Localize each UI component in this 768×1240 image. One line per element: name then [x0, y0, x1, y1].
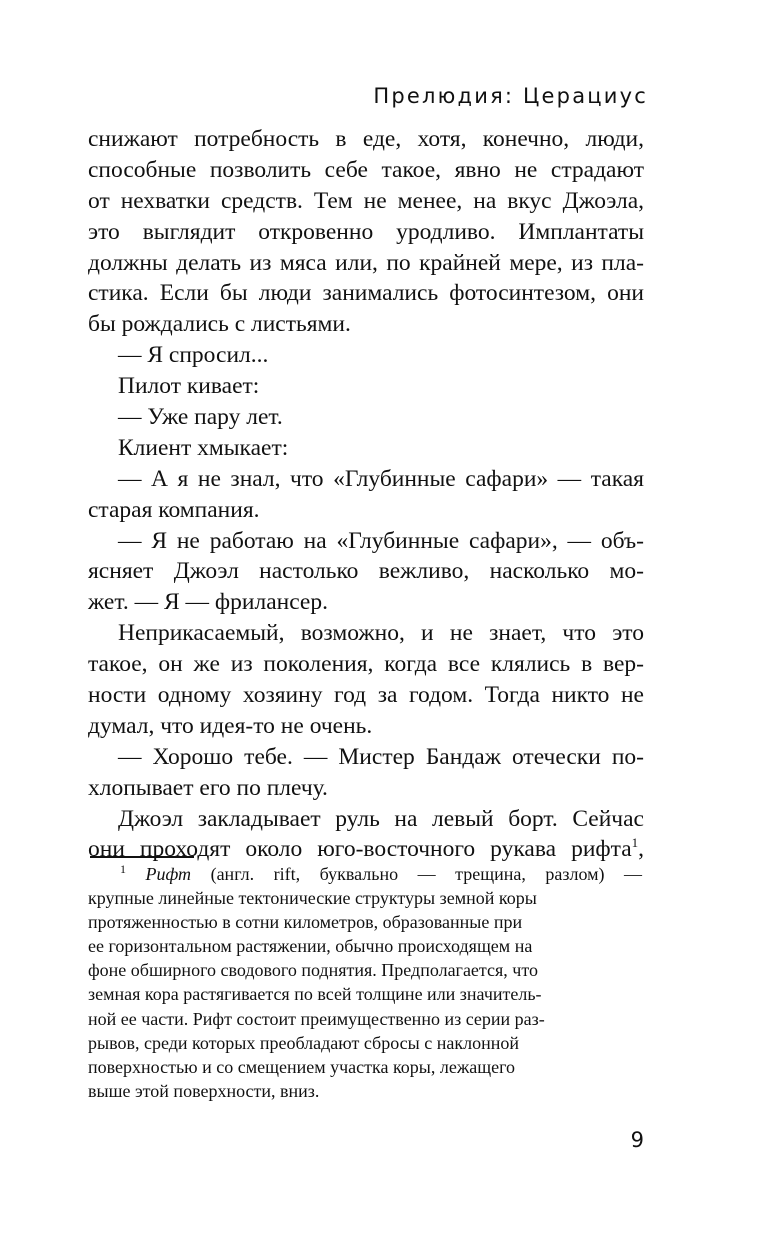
line-punctuation: ,	[638, 836, 644, 863]
text-line: старая компания.	[88, 496, 260, 523]
footnote-line: рывов, среди которых преобладают сбросы с наклонной	[88, 1032, 519, 1053]
dialogue-line: — Я не работаю на «Глубинные сафари», — объ-	[118, 527, 644, 554]
footnote-divider	[90, 856, 194, 858]
footnote	[88, 862, 642, 1103]
text-line: должны делать из мяса или, по крайней мере, из пла-	[88, 249, 644, 276]
text-line: хлопывает его по плечу.	[88, 774, 328, 801]
footnote-term: Рифт	[145, 864, 192, 884]
dialogue-line: — Я спросил...	[118, 342, 269, 369]
text-line: жет. — Я — фрилансер.	[88, 589, 328, 616]
footnote-line: ной ее части. Рифт состоит преимущественно из серии раз-	[88, 1008, 545, 1029]
dialogue-line: — А я не знал, что «Глубинные сафари» — такая	[118, 465, 644, 492]
footnote-first-line	[88, 862, 642, 886]
footnote-line: земная кора растягивается по всей толщине или значитель-	[88, 984, 542, 1005]
page-number: 9	[630, 1128, 644, 1152]
footnote-first-line-text: (англ. rift, буквально — трещина, разлом) —	[210, 864, 642, 884]
text-line: способные позволить себе такое, явно не страдают	[88, 156, 644, 183]
footnote-line: поверхностью и со смещением участка коры, лежащего	[88, 1056, 516, 1077]
text-line: снижают потребность в еде, хотя, конечно, люди,	[88, 126, 644, 152]
text-line: Пилот кивает:	[118, 373, 260, 400]
text-line: стика. Если бы люди занимались фотосинтезом, они	[88, 280, 644, 307]
dialogue-line: — Уже пару лет.	[118, 404, 283, 431]
footnote-reference[interactable]: 1	[631, 835, 639, 851]
footnote-marker: 1	[120, 862, 126, 876]
text-line: Неприкасаемый, возможно, и не знает, что это	[118, 620, 644, 647]
dialogue-line: — Хорошо тебе. — Мистер Бандаж отечески по-	[118, 743, 644, 770]
text-line-body: они проходят около юго-восточного рукава рифта	[88, 836, 632, 863]
footnote-line: ее горизонтальном растяжении, обычно происходящем на	[88, 936, 533, 957]
text-line: такое, он же из поколения, когда все клялись в вер-	[88, 651, 644, 678]
text-line: думал, что идея-то не очень.	[88, 712, 373, 739]
text-line: ясняет Джоэл настолько вежливо, насколько мо-	[88, 558, 644, 585]
running-header: Прелюдия: Церациус	[373, 84, 648, 108]
text-line	[88, 834, 644, 865]
text-line: Джоэл закладывает руль на левый борт. Сейчас	[118, 805, 644, 832]
text-line: это выглядит откровенно уродливо. Имплантаты	[88, 218, 644, 245]
text-line: ности одному хозяину год за годом. Тогда никто не	[88, 682, 644, 709]
main-text	[88, 124, 644, 865]
text-line: бы рождались с листьями.	[88, 311, 351, 338]
footnote-line: выше этой поверхности, вниз.	[88, 1080, 320, 1101]
footnote-line: протяженностью в сотни километров, образованные при	[88, 912, 523, 933]
footnote-line: крупные линейные тектонические структуры земной коры	[88, 888, 537, 909]
footnote-line: фоне обширного сводового поднятия. Предполагается, что	[88, 960, 538, 981]
text-line: от нехватки средств. Тем не менее, на вкус Джоэла,	[88, 187, 644, 214]
text-line: Клиент хмыкает:	[118, 434, 289, 461]
